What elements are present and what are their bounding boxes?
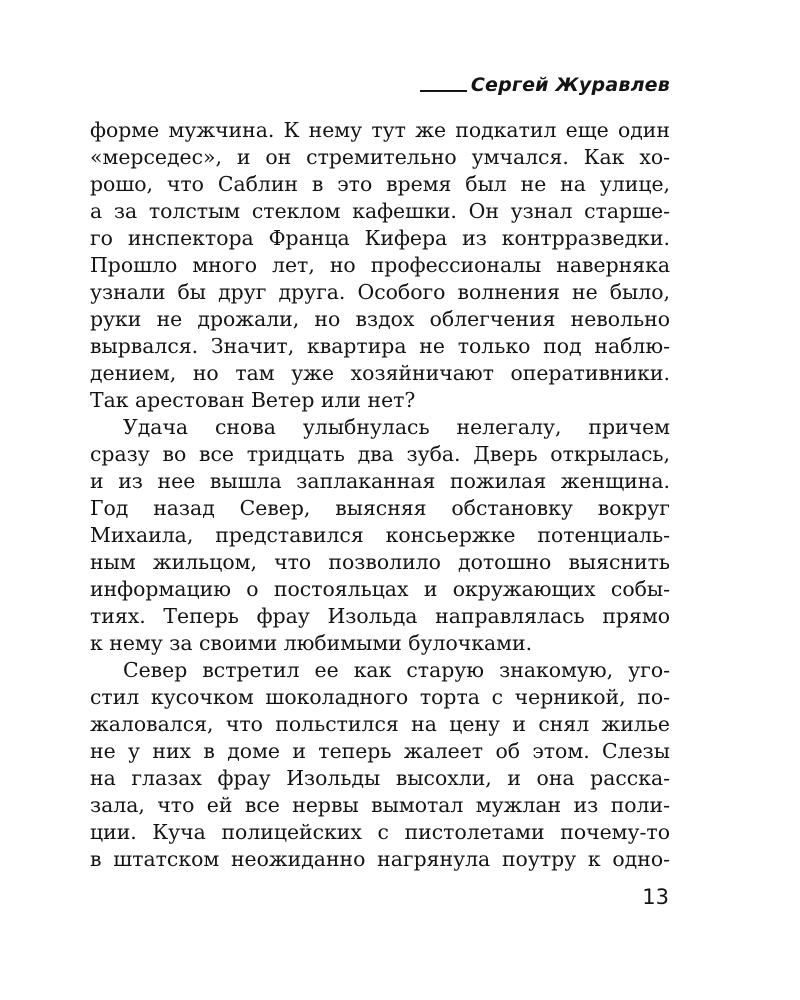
text-line: и из нее вышла заплаканная пожилая женщина. bbox=[90, 469, 670, 493]
text-line: тиях. Теперь фрау Изольда направлялась прямо bbox=[90, 604, 670, 628]
text-line: информацию о постояльцах и окружающих собы- bbox=[90, 577, 670, 601]
text-line: жаловался, что польстился на цену и снял жилье bbox=[90, 712, 670, 736]
text-line: форме мужчина. К нему тут же подкатил еще один bbox=[90, 118, 670, 142]
paragraph-2 bbox=[90, 414, 670, 657]
text-line: в штатском неожиданно нагрянула поутру к одно- bbox=[90, 847, 670, 871]
text-line: Михаила, представился консьержке потенциаль- bbox=[90, 523, 670, 547]
paragraph-1 bbox=[90, 117, 670, 414]
header-rule bbox=[420, 90, 467, 92]
body-text bbox=[90, 117, 670, 873]
text-line: к нему за своими любимыми булочками. bbox=[90, 631, 533, 655]
text-line: узнали бы друг друга. Особого волнения не было, bbox=[90, 280, 670, 304]
text-line: го инспектора Франца Кифера из контрразведки. bbox=[90, 226, 670, 250]
text-line: стил кусочком шоколадного торта с черникой, по- bbox=[90, 685, 670, 709]
text-line: руки не дрожали, но вздох облегчения невольно bbox=[90, 307, 670, 331]
text-line: а за толстым стеклом кафешки. Он узнал старше- bbox=[90, 199, 670, 223]
text-line: Удача снова улыбнулась нелегалу, причем bbox=[123, 415, 670, 439]
header-author: Сергей Журавлев bbox=[470, 74, 670, 96]
text-line: «мерседес», и он стремительно умчался. Как хо- bbox=[90, 145, 670, 169]
text-line: на глазах фрау Изольды высохли, и она расска- bbox=[90, 766, 670, 790]
text-line: Прошло много лет, но профессионалы наверняка bbox=[90, 253, 670, 277]
running-header bbox=[420, 74, 670, 96]
text-line: сразу во все тридцать два зуба. Дверь открылась, bbox=[90, 442, 670, 466]
text-line: ции. Куча полицейских с пистолетами почему-то bbox=[90, 820, 670, 844]
page-number: 13 bbox=[642, 885, 669, 909]
paragraph-3 bbox=[90, 657, 670, 873]
text-line: зала, что ей все нервы вымотал мужлан из поли- bbox=[90, 793, 670, 817]
text-line: рошо, что Саблин в это время был не на улице, bbox=[90, 172, 670, 196]
text-line: Год назад Север, выясняя обстановку вокруг bbox=[90, 496, 670, 520]
text-line: вырвался. Значит, квартира не только под наблю- bbox=[90, 334, 670, 358]
text-line: Север встретил ее как старую знакомую, уго- bbox=[123, 658, 670, 682]
text-line: Так арестован Ветер или нет? bbox=[90, 388, 416, 412]
text-line: дением, но там уже хозяйничают оперативники. bbox=[90, 361, 670, 385]
text-line: не у них в доме и теперь жалеет об этом. Слезы bbox=[90, 739, 670, 763]
text-line: ным жильцом, что позволило дотошно выяснить bbox=[90, 550, 670, 574]
